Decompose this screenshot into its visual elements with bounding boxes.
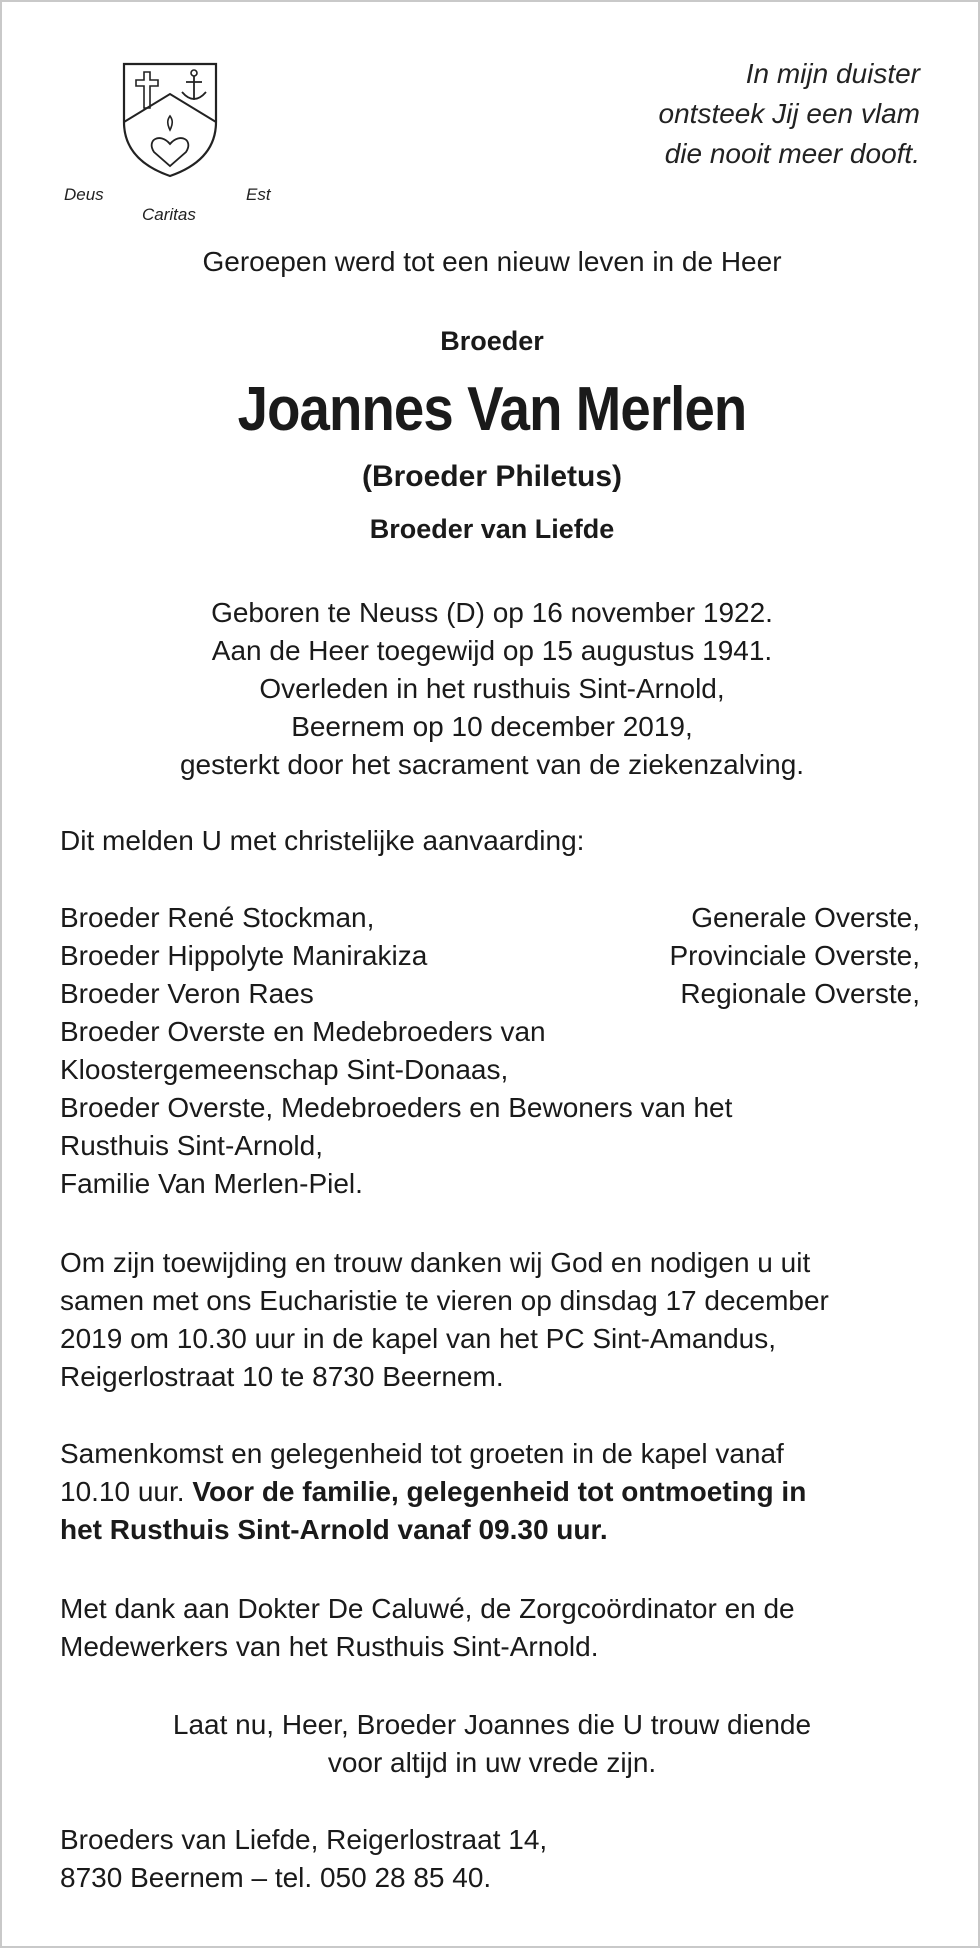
community-line: Broeder Overste, Medebroeders en Bewoners van het (60, 1092, 733, 1123)
motto-deus: Deus (64, 185, 104, 204)
bio-line: Beernem op 10 december 2019, (291, 711, 693, 742)
family-meeting-text: het Rusthuis Sint-Arnold vanaf 09.30 uur. (60, 1514, 608, 1545)
bio-line: Geboren te Neuss (D) op 16 november 1922. (211, 597, 773, 628)
bio-line: gesterkt door het sacrament van de ziekenzalving. (179, 749, 805, 780)
thanks-line: Medewerkers van het Rusthuis Sint-Arnold. (60, 1631, 599, 1662)
signer-name: Broeder René Stockman, (60, 902, 375, 933)
coat-of-arms-icon (120, 60, 220, 180)
motto-caritas: Caritas (142, 205, 196, 224)
footer-address (60, 1821, 920, 1897)
community-lines (60, 1013, 920, 1203)
motto-est: Est (246, 185, 271, 204)
community-line: Rusthuis Sint-Arnold, (60, 1130, 324, 1161)
announcement: Dit melden U met christelijke aanvaarding: (60, 825, 585, 856)
signer-row (60, 975, 920, 1013)
bio-line: Overleden in het rusthuis Sint-Arnold, (259, 673, 725, 704)
prayer-line: voor altijd in uw vrede zijn. (327, 1747, 657, 1778)
poem (659, 54, 920, 174)
service-line: 2019 om 10.30 uur in de kapel van het PC Sint-Amandus, (60, 1323, 776, 1354)
footer-line: Broeders van Liefde, Reigerlostraat 14, (60, 1824, 548, 1855)
signer-role: Provinciale Overste, (669, 940, 920, 971)
prayer-text (2, 1706, 980, 1782)
gathering-line: Samenkomst en gelegenheid tot groeten in de kapel vanaf (60, 1438, 784, 1469)
poem-line: die nooit meer dooft. (664, 138, 920, 169)
order-name: Broeder van Liefde (369, 514, 615, 544)
community-line: Familie Van Merlen-Piel. (60, 1168, 363, 1199)
intro-text: Geroepen werd tot een nieuw leven in de Heer (202, 246, 782, 277)
gathering-line (60, 1511, 920, 1549)
service-line: Reigerlostraat 10 te 8730 Beernem. (60, 1361, 504, 1392)
thanks-line: Met dank aan Dokter De Caluwé, de Zorgcoördinator en de (60, 1593, 795, 1624)
signer-row (60, 899, 920, 937)
religious-name: (Broeder Philetus) (361, 460, 623, 493)
gathering-time: 10.10 uur. (60, 1476, 193, 1507)
thanks-text (60, 1590, 920, 1666)
community-line: Kloostergemeenschap Sint-Donaas, (60, 1054, 509, 1085)
signer-role: Generale Overste, (691, 902, 920, 933)
service-details (60, 1244, 920, 1396)
family-meeting-text: Voor de familie, gelegenheid tot ontmoeting in (192, 1476, 807, 1507)
poem-line: In mijn duister (745, 58, 920, 89)
rank-title: Broeder (440, 326, 544, 356)
signer-name: Broeder Veron Raes (60, 978, 314, 1009)
signer-row (60, 937, 920, 975)
service-line: Om zijn toewijding en trouw danken wij God en nodigen u uit (60, 1247, 811, 1278)
bio-line: Aan de Heer toegewijd op 15 augustus 1941. (211, 635, 773, 666)
biography (2, 594, 980, 784)
service-line: samen met ons Eucharistie te vieren op dinsdag 17 december (60, 1285, 829, 1316)
signer-role: Regionale Overste, (680, 978, 920, 1009)
signer-name: Broeder Hippolyte Manirakiza (60, 940, 428, 971)
crest (58, 60, 288, 230)
community-line: Broeder Overste en Medebroeders van (60, 1016, 546, 1047)
gathering-line (60, 1473, 920, 1511)
prayer-line: Laat nu, Heer, Broeder Joannes die U trouw diende (172, 1709, 812, 1740)
signers-list (60, 899, 920, 1203)
poem-line: ontsteek Jij een vlam (658, 98, 920, 129)
footer-line: 8730 Beernem – tel. 050 28 85 40. (60, 1862, 492, 1893)
gathering-details (60, 1435, 920, 1549)
deceased-name: Joannes Van Merlen (237, 375, 747, 444)
